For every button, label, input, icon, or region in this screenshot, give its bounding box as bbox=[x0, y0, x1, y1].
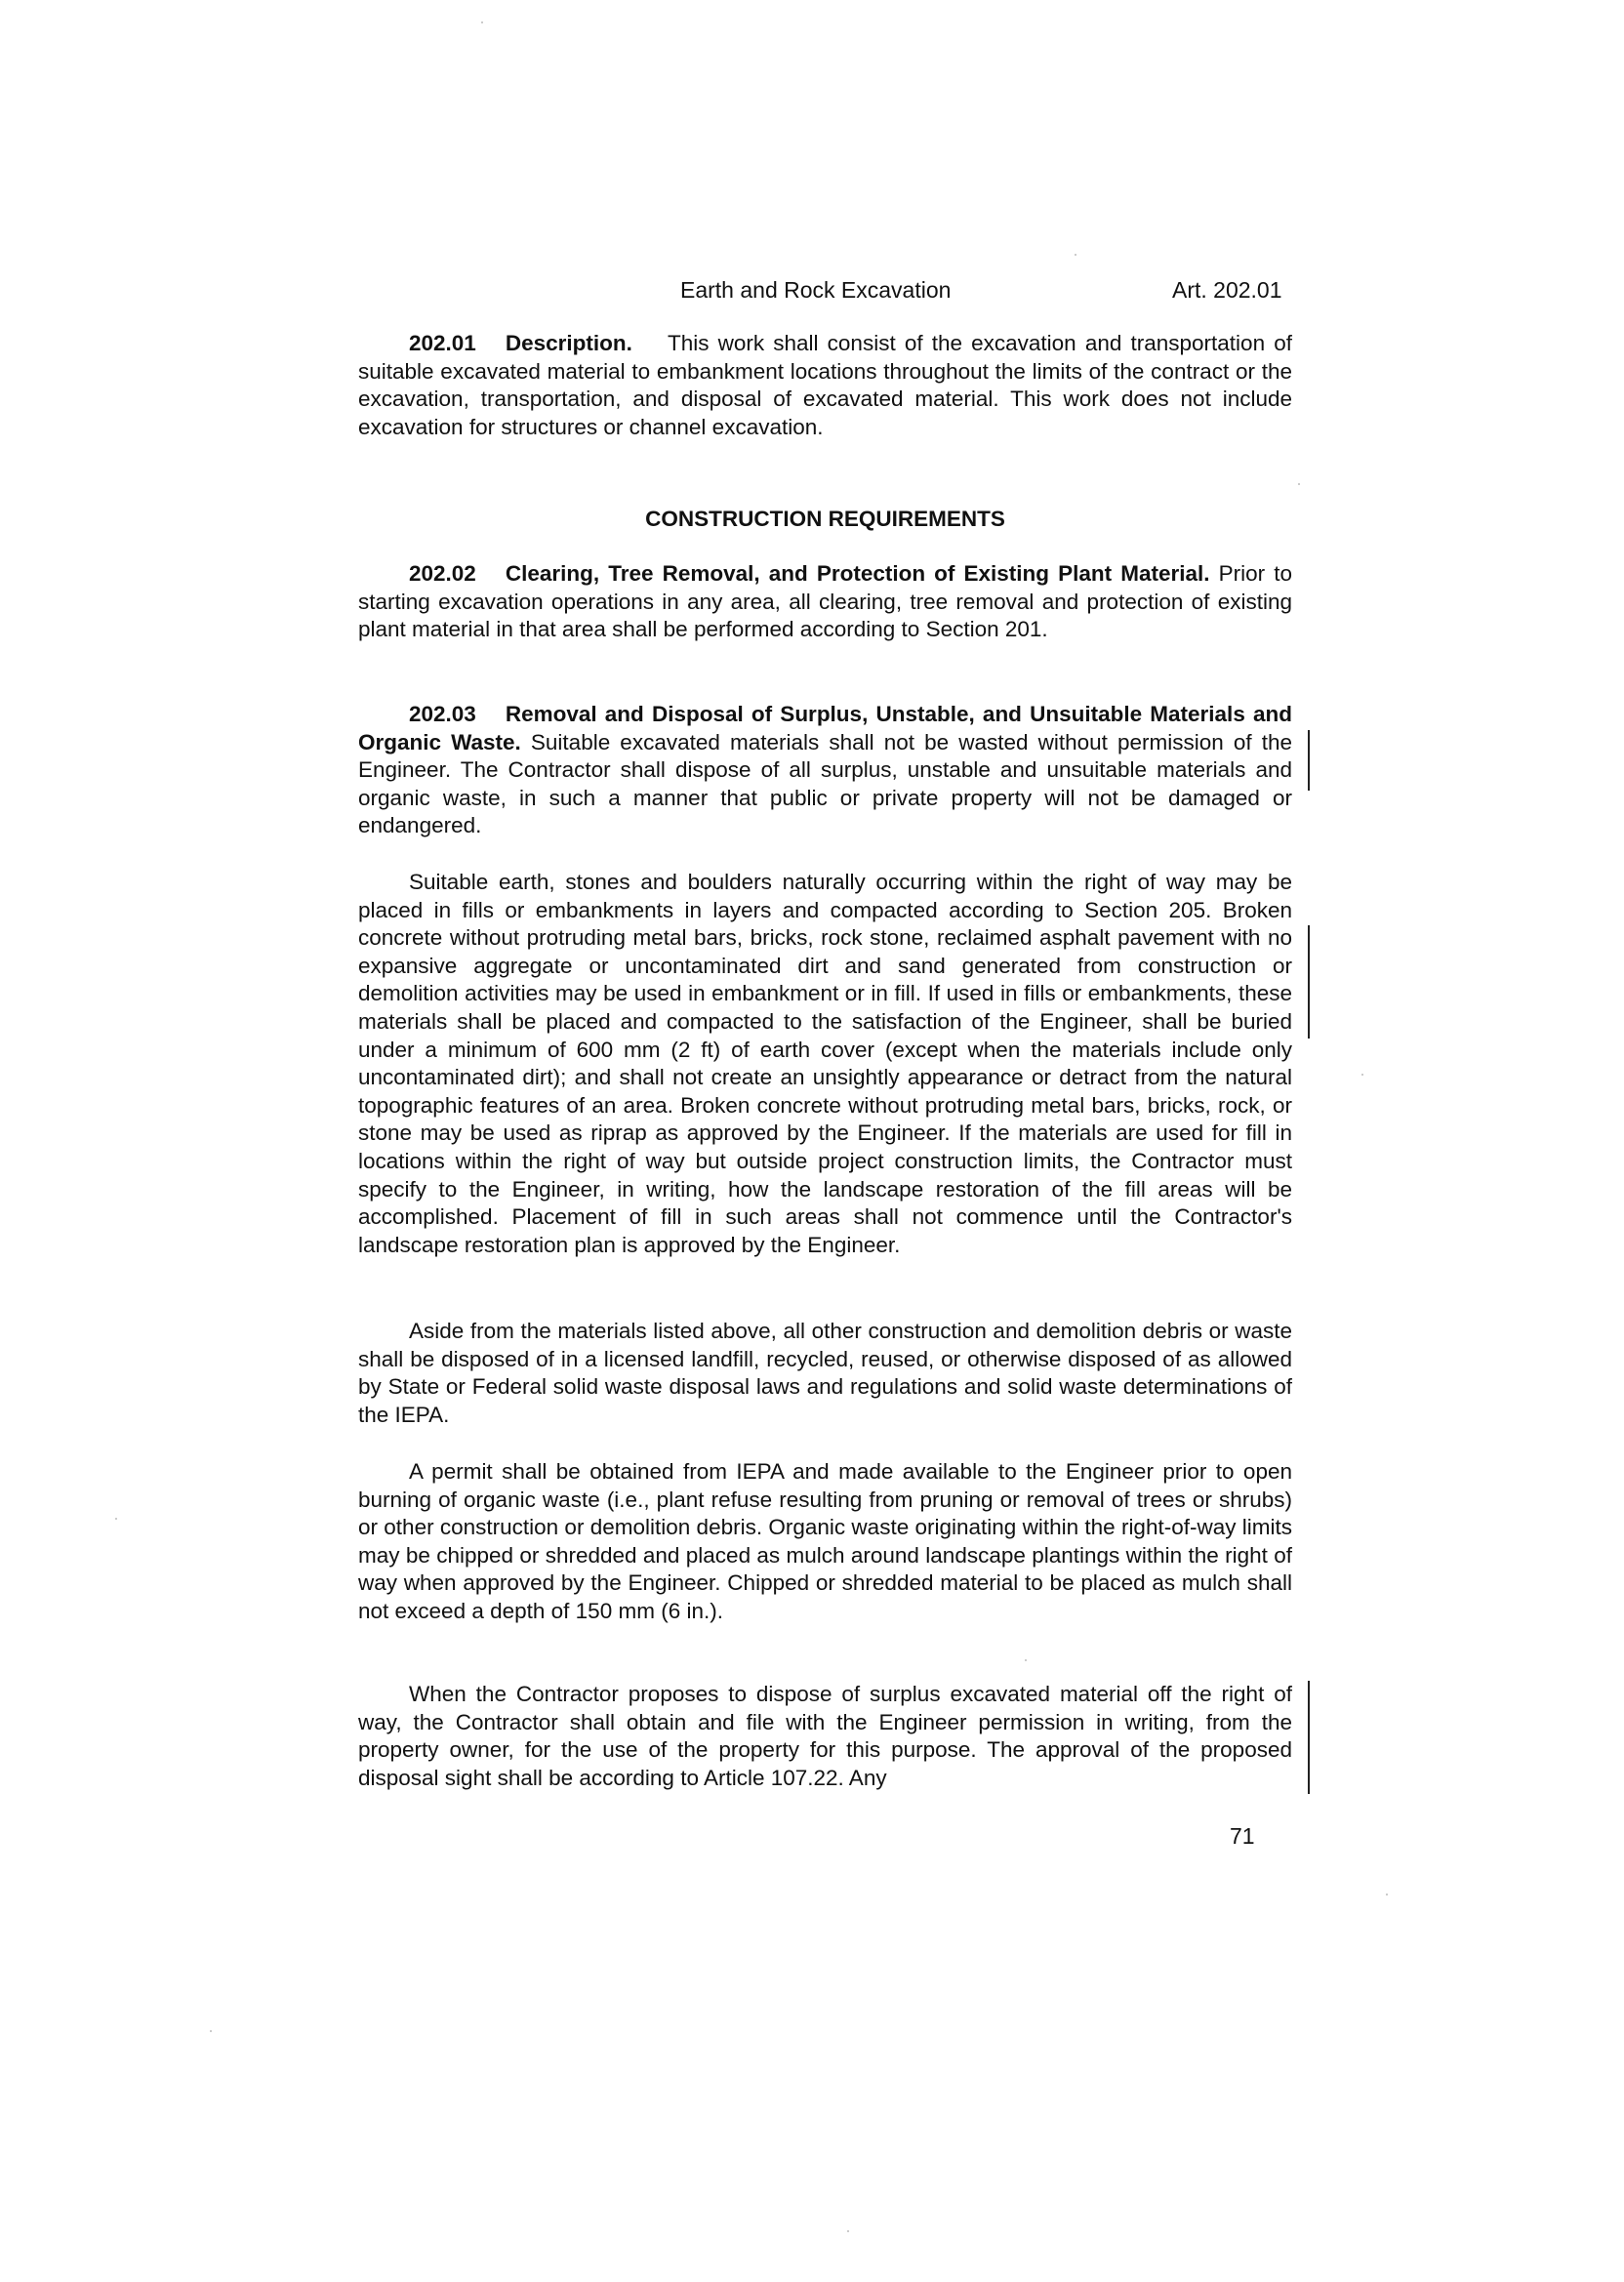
scan-speck bbox=[1361, 1074, 1363, 1076]
running-header-title: Earth and Rock Excavation bbox=[680, 277, 952, 303]
section-number: 202.01 bbox=[409, 331, 476, 355]
running-header-article: Art. 202.01 bbox=[1172, 277, 1282, 303]
scan-speck bbox=[115, 1518, 117, 1520]
revision-bar bbox=[1308, 925, 1310, 1039]
section-title: Clearing, Tree Removal, and Protection of Existing Plant Material. bbox=[505, 561, 1210, 586]
section-title: Removal and Disposal of Surplus, Unstable, and Unsuitable Materials and Organic Waste. bbox=[358, 702, 1292, 754]
scan-speck bbox=[1075, 254, 1076, 256]
section-text: Prior to starting excavation operations in any area, all clearing, tree removal and protection of existing plant material in that area shall be performed according to Section 201. bbox=[358, 561, 1292, 642]
scan-speck bbox=[481, 21, 483, 23]
revision-bar bbox=[1308, 1681, 1310, 1794]
paragraph-contractor-disposal bbox=[358, 1681, 1292, 1792]
section-202-03 bbox=[358, 701, 1292, 840]
paragraph-text: A permit shall be obtained from IEPA and made available to the Engineer prior to open burning of organic waste (i.e., plant refuse resulting from pruning or removal of trees or shrubs) or other construction or demolition debris. Organic waste originating within the right-of-way limits may be chipped or shredded and placed as mulch around landscape plantings within the right of way when approved by the Engineer. Chipped or shredded material to be placed as mulch shall not exceed a depth of 150 mm (6 in.). bbox=[358, 1459, 1292, 1623]
paragraph-permit bbox=[358, 1458, 1292, 1626]
section-text: This work shall consist of the excavation and transportation of suitable excavated material to embankment locations throughout the limits of the contract or the excavation, transportation, and disposal of excavated material. This work does not include excavation for structures or channel excavation. bbox=[358, 331, 1292, 439]
paragraph-suitable-earth bbox=[358, 869, 1292, 1259]
paragraph-text: When the Contractor proposes to dispose of surplus excavated material off the right of way, the Contractor shall obtain and file with the Engineer permission in writing, from the property owner, for the use of the property for this purpose. The approval of the proposed disposal sight shall be according to Article 107.22. Any bbox=[358, 1682, 1292, 1790]
paragraph-text: Suitable earth, stones and boulders naturally occurring within the right of way may be placed in fills or embankments in layers and compacted according to Section 205. Broken concrete without protruding metal bars, bricks, rock stone, reclaimed asphalt pavement with no expansive aggregate or uncontaminated dirt and sand generated from construction or demolition activities may be used in embankment or in fill. If used in fills or embankments, these materials shall be placed and compacted to the satisfaction of the Engineer, shall be buried under a minimum of 600 mm (2 ft) of earth cover (except when the materials include only uncontaminated dirt); and shall not create an unsightly appearance or detract from the natural topographic features of an area. Broken concrete without protruding metal bars, bricks, rock, or stone may be used as riprap as approved by the Engineer. If the materials are used for fill in locations within the right of way but outside project construction limits, the Contractor must specify to the Engineer, in writing, how the landscape restoration of the fill areas will be accomplished. Placement of fill in such areas shall not commence until the Contractor's landscape restoration plan is approved by the Engineer. bbox=[358, 870, 1292, 1257]
paragraph-text: Aside from the materials listed above, all other construction and demolition debris or waste shall be disposed of in a licensed landfill, recycled, reused, or otherwise disposed of as allowed by State or Federal solid waste disposal laws and regulations and solid waste determinations of the IEPA. bbox=[358, 1319, 1292, 1427]
section-number: 202.03 bbox=[409, 702, 476, 726]
paragraph-aside bbox=[358, 1318, 1292, 1429]
scan-speck bbox=[1298, 483, 1300, 485]
scan-speck bbox=[1386, 1894, 1388, 1895]
scan-speck bbox=[1025, 1659, 1027, 1661]
section-202-01 bbox=[358, 330, 1292, 441]
scan-speck bbox=[847, 2230, 849, 2232]
page-number: 71 bbox=[1230, 1823, 1255, 1849]
section-202-02 bbox=[358, 560, 1292, 644]
revision-bar bbox=[1308, 730, 1310, 791]
section-title: Description. bbox=[505, 331, 632, 355]
section-number: 202.02 bbox=[409, 561, 476, 586]
section-text: Suitable excavated materials shall not be wasted without permission of the Engineer. The Contractor shall dispose of all surplus, unstable and unsuitable materials and organic waste, in such a manner that public or private property will not be damaged or endangered. bbox=[358, 729, 1292, 838]
scan-speck bbox=[210, 2030, 212, 2032]
construction-requirements-heading: CONSTRUCTION REQUIREMENTS bbox=[645, 507, 1005, 531]
